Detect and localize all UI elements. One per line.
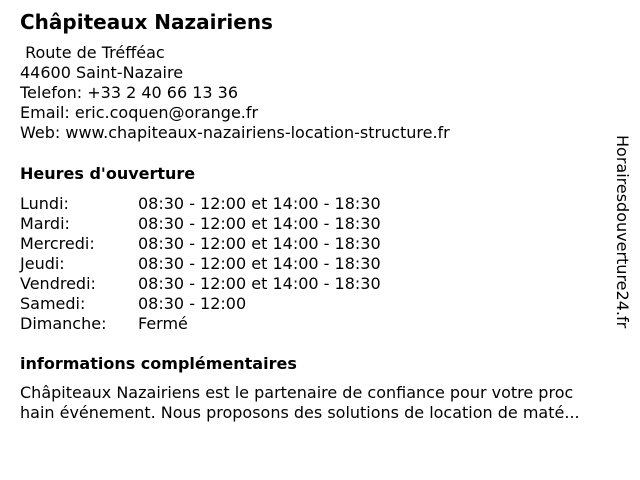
address-street: Route de Tréfféac	[20, 43, 165, 62]
time-value: 08:30 - 12:00 et 14:00 - 18:30	[138, 254, 381, 273]
hours-row-wednesday	[20, 234, 440, 254]
hours-row-tuesday	[20, 214, 440, 234]
hours-row-friday	[20, 274, 440, 294]
day-label: Vendredi:	[20, 274, 96, 293]
day-label: Lundi:	[20, 194, 69, 213]
time-value: 08:30 - 12:00 et 14:00 - 18:30	[138, 214, 381, 233]
time-value: Fermé	[138, 314, 188, 333]
day-label: Jeudi:	[20, 254, 65, 273]
additional-info-text	[20, 383, 632, 423]
info-line-2: hain événement. Nous proposons des solutions de location de maté...	[20, 403, 580, 422]
day-label: Samedi:	[20, 294, 86, 313]
business-name: Châpiteaux Nazairiens	[20, 10, 273, 34]
day-label: Dimanche:	[20, 314, 107, 333]
hours-row-sunday	[20, 314, 440, 334]
hours-row-saturday	[20, 294, 440, 314]
opening-hours-table	[20, 194, 440, 334]
hours-row-thursday	[20, 254, 440, 274]
day-label: Mercredi:	[20, 234, 95, 253]
time-value: 08:30 - 12:00 et 14:00 - 18:30	[138, 234, 381, 253]
time-value: 08:30 - 12:00 et 14:00 - 18:30	[138, 194, 381, 213]
time-value: 08:30 - 12:00	[138, 294, 247, 313]
email-address[interactable]: Email: eric.coquen@orange.fr	[20, 103, 259, 122]
hours-row-monday	[20, 194, 440, 214]
site-watermark: Horairesdouverture24.fr	[613, 135, 632, 329]
time-value: 08:30 - 12:00 et 14:00 - 18:30	[138, 274, 381, 293]
contact-block	[20, 43, 450, 143]
info-line-1: Châpiteaux Nazairiens est le partenaire de confiance pour votre proc	[20, 383, 574, 402]
phone-number[interactable]: Telefon: +33 2 40 66 13 36	[20, 83, 239, 102]
day-label: Mardi:	[20, 214, 70, 233]
opening-hours-heading: Heures d'ouverture	[20, 164, 196, 183]
website-link[interactable]: Web: www.chapiteaux-nazairiens-location-structure.fr	[20, 123, 450, 142]
additional-info-heading: informations complémentaires	[20, 354, 297, 373]
address-city: 44600 Saint-Nazaire	[20, 63, 184, 82]
